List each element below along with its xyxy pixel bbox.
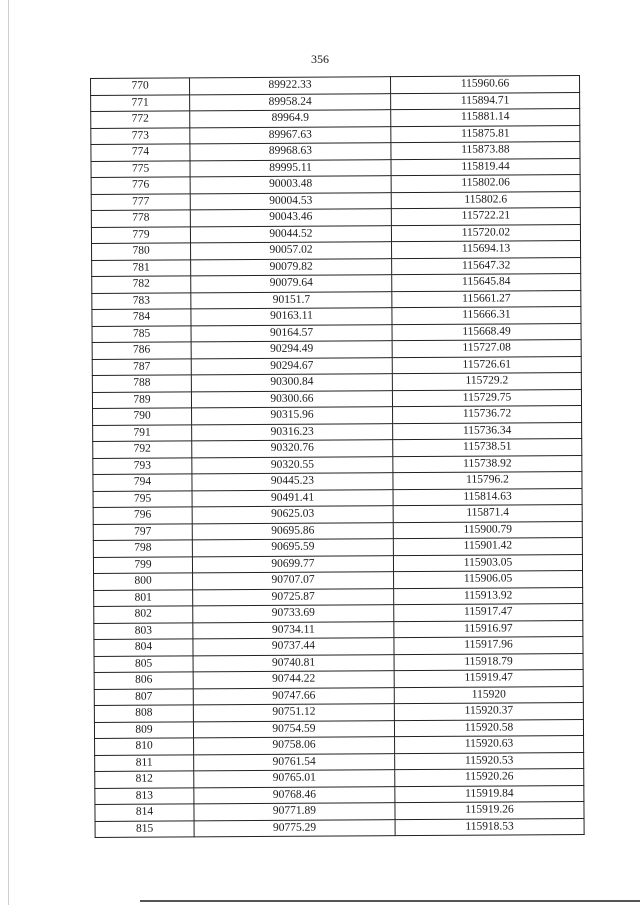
point-number-cell: 777 bbox=[91, 193, 190, 210]
page-number: 356 bbox=[311, 52, 329, 66]
x-coordinate-cell: 90057.02 bbox=[191, 242, 392, 260]
x-coordinate-cell: 90294.49 bbox=[191, 341, 392, 359]
x-coordinate-cell: 90079.64 bbox=[191, 275, 392, 293]
point-number-cell: 771 bbox=[91, 94, 190, 111]
point-number-cell: 811 bbox=[95, 754, 194, 771]
x-coordinate-cell: 90163.11 bbox=[191, 308, 392, 326]
y-coordinate-cell: 115738.92 bbox=[393, 455, 582, 473]
x-coordinate-cell: 90294.67 bbox=[191, 357, 392, 375]
point-number-cell: 807 bbox=[94, 688, 193, 705]
x-coordinate-cell: 90733.69 bbox=[193, 605, 394, 623]
x-coordinate-cell: 89995.11 bbox=[190, 159, 391, 177]
point-number-cell: 779 bbox=[91, 226, 190, 243]
point-number-cell: 798 bbox=[93, 540, 192, 557]
x-coordinate-cell: 90320.55 bbox=[192, 456, 393, 474]
y-coordinate-cell: 115668.49 bbox=[392, 323, 581, 341]
y-coordinate-cell: 115645.84 bbox=[392, 274, 581, 292]
x-coordinate-cell: 89968.63 bbox=[190, 143, 391, 161]
y-coordinate-cell: 115873.88 bbox=[391, 142, 580, 160]
point-number-cell: 812 bbox=[95, 771, 194, 788]
y-coordinate-cell: 115738.51 bbox=[393, 439, 582, 457]
x-coordinate-cell: 90625.03 bbox=[192, 506, 393, 524]
coordinate-table bbox=[90, 75, 585, 838]
x-coordinate-cell: 90695.86 bbox=[192, 522, 393, 540]
x-coordinate-cell: 90320.76 bbox=[192, 440, 393, 458]
y-coordinate-cell: 115814.63 bbox=[393, 488, 582, 506]
point-number-cell: 790 bbox=[93, 408, 192, 425]
x-coordinate-cell: 90043.46 bbox=[190, 209, 391, 227]
y-coordinate-cell: 115694.13 bbox=[392, 241, 581, 259]
x-coordinate-cell: 90699.77 bbox=[192, 555, 393, 573]
y-coordinate-cell: 115919.47 bbox=[394, 669, 583, 687]
y-coordinate-cell: 115920 bbox=[394, 686, 583, 704]
point-number-cell: 780 bbox=[92, 243, 191, 260]
x-coordinate-cell: 90079.82 bbox=[191, 258, 392, 276]
x-coordinate-cell: 90491.41 bbox=[192, 489, 393, 507]
y-coordinate-cell: 115881.14 bbox=[391, 109, 580, 127]
point-number-cell: 804 bbox=[94, 639, 193, 656]
x-coordinate-cell: 89967.63 bbox=[190, 126, 391, 144]
x-coordinate-cell: 90761.54 bbox=[194, 753, 395, 771]
y-coordinate-cell: 115729.2 bbox=[392, 373, 581, 391]
x-coordinate-cell: 90754.59 bbox=[193, 720, 394, 738]
y-coordinate-cell: 115960.66 bbox=[390, 76, 579, 94]
point-number-cell: 815 bbox=[95, 820, 194, 837]
point-number-cell: 787 bbox=[92, 358, 191, 375]
point-number-cell: 784 bbox=[92, 309, 191, 326]
y-coordinate-cell: 115720.02 bbox=[391, 224, 580, 242]
y-coordinate-cell: 115919.26 bbox=[395, 801, 584, 819]
point-number-cell: 775 bbox=[91, 160, 190, 177]
x-coordinate-cell: 90004.53 bbox=[190, 192, 391, 210]
point-number-cell: 776 bbox=[91, 177, 190, 194]
y-coordinate-cell: 115920.26 bbox=[395, 768, 584, 786]
x-coordinate-cell: 89922.33 bbox=[190, 77, 391, 95]
x-coordinate-cell: 90751.12 bbox=[193, 704, 394, 722]
x-coordinate-cell: 90725.87 bbox=[193, 588, 394, 606]
table-body bbox=[91, 76, 585, 838]
y-coordinate-cell: 115726.61 bbox=[392, 356, 581, 374]
x-coordinate-cell: 90734.11 bbox=[193, 621, 394, 639]
point-number-cell: 791 bbox=[93, 424, 192, 441]
point-number-cell: 783 bbox=[92, 292, 191, 309]
point-number-cell: 797 bbox=[93, 523, 192, 540]
y-coordinate-cell: 115647.32 bbox=[392, 257, 581, 275]
y-coordinate-cell: 115796.2 bbox=[393, 472, 582, 490]
point-number-cell: 788 bbox=[92, 375, 191, 392]
x-coordinate-cell: 90151.7 bbox=[191, 291, 392, 309]
y-coordinate-cell: 115722.21 bbox=[391, 208, 580, 226]
x-coordinate-cell: 90744.22 bbox=[193, 671, 394, 689]
point-number-cell: 786 bbox=[92, 342, 191, 359]
point-number-cell: 794 bbox=[93, 474, 192, 491]
y-coordinate-cell: 115729.75 bbox=[392, 389, 581, 407]
point-number-cell: 785 bbox=[92, 325, 191, 342]
y-coordinate-cell: 115727.08 bbox=[392, 340, 581, 358]
point-number-cell: 796 bbox=[93, 507, 192, 524]
point-number-cell: 808 bbox=[94, 705, 193, 722]
y-coordinate-cell: 115918.79 bbox=[394, 653, 583, 671]
y-coordinate-cell: 115802.06 bbox=[391, 175, 580, 193]
point-number-cell: 774 bbox=[91, 144, 190, 161]
point-number-cell: 792 bbox=[93, 441, 192, 458]
y-coordinate-cell: 115819.44 bbox=[391, 158, 580, 176]
x-coordinate-cell: 90707.07 bbox=[193, 572, 394, 590]
point-number-cell: 801 bbox=[94, 589, 193, 606]
y-coordinate-cell: 115920.53 bbox=[395, 752, 584, 770]
y-coordinate-cell: 115919.84 bbox=[395, 785, 584, 803]
y-coordinate-cell: 115661.27 bbox=[392, 290, 581, 308]
point-number-cell: 803 bbox=[94, 622, 193, 639]
y-coordinate-cell: 115900.79 bbox=[393, 521, 582, 539]
point-number-cell: 809 bbox=[94, 721, 193, 738]
x-coordinate-cell: 90044.52 bbox=[190, 225, 391, 243]
y-coordinate-cell: 115901.42 bbox=[393, 538, 582, 556]
x-coordinate-cell: 90003.48 bbox=[190, 176, 391, 194]
point-number-cell: 814 bbox=[95, 804, 194, 821]
point-number-cell: 778 bbox=[91, 210, 190, 227]
y-coordinate-cell: 115736.72 bbox=[393, 406, 582, 424]
y-coordinate-cell: 115920.63 bbox=[395, 735, 584, 753]
scan-bottom-edge bbox=[140, 900, 640, 902]
y-coordinate-cell: 115871.4 bbox=[393, 505, 582, 523]
x-coordinate-cell: 90300.66 bbox=[191, 390, 392, 408]
point-number-cell: 799 bbox=[93, 556, 192, 573]
point-number-cell: 800 bbox=[94, 573, 193, 590]
x-coordinate-cell: 90445.23 bbox=[192, 473, 393, 491]
y-coordinate-cell: 115894.71 bbox=[391, 92, 580, 110]
y-coordinate-cell: 115920.58 bbox=[394, 719, 583, 737]
scan-edge bbox=[8, 0, 9, 905]
x-coordinate-cell: 90315.96 bbox=[192, 407, 393, 425]
y-coordinate-cell: 115920.37 bbox=[394, 702, 583, 720]
table-row bbox=[95, 818, 584, 837]
point-number-cell: 772 bbox=[91, 111, 190, 128]
x-coordinate-cell: 90768.46 bbox=[194, 786, 395, 804]
x-coordinate-cell: 90737.44 bbox=[193, 638, 394, 656]
y-coordinate-cell: 115906.05 bbox=[394, 571, 583, 589]
point-number-cell: 802 bbox=[94, 606, 193, 623]
x-coordinate-cell: 90771.89 bbox=[194, 803, 395, 821]
point-number-cell: 805 bbox=[94, 655, 193, 672]
point-number-cell: 773 bbox=[91, 127, 190, 144]
x-coordinate-cell: 90765.01 bbox=[194, 770, 395, 788]
x-coordinate-cell: 90316.23 bbox=[192, 423, 393, 441]
point-number-cell: 810 bbox=[95, 738, 194, 755]
y-coordinate-cell: 115666.31 bbox=[392, 307, 581, 325]
x-coordinate-cell: 90164.57 bbox=[191, 324, 392, 342]
y-coordinate-cell: 115916.97 bbox=[394, 620, 583, 638]
y-coordinate-cell: 115802.6 bbox=[391, 191, 580, 209]
x-coordinate-cell: 89964.9 bbox=[190, 110, 391, 128]
y-coordinate-cell: 115913.92 bbox=[394, 587, 583, 605]
x-coordinate-cell: 89958.24 bbox=[190, 93, 391, 111]
point-number-cell: 782 bbox=[92, 276, 191, 293]
point-number-cell: 789 bbox=[92, 391, 191, 408]
point-number-cell: 806 bbox=[94, 672, 193, 689]
point-number-cell: 770 bbox=[91, 78, 190, 95]
y-coordinate-cell: 115875.81 bbox=[391, 125, 580, 143]
y-coordinate-cell: 115736.34 bbox=[393, 422, 582, 440]
x-coordinate-cell: 90740.81 bbox=[193, 654, 394, 672]
x-coordinate-cell: 90758.06 bbox=[194, 737, 395, 755]
point-number-cell: 793 bbox=[93, 457, 192, 474]
x-coordinate-cell: 90775.29 bbox=[194, 819, 395, 837]
y-coordinate-cell: 115917.96 bbox=[394, 636, 583, 654]
y-coordinate-cell: 115918.53 bbox=[395, 818, 584, 836]
point-number-cell: 781 bbox=[92, 259, 191, 276]
y-coordinate-cell: 115917.47 bbox=[394, 604, 583, 622]
point-number-cell: 813 bbox=[95, 787, 194, 804]
x-coordinate-cell: 90747.66 bbox=[193, 687, 394, 705]
x-coordinate-cell: 90695.59 bbox=[192, 539, 393, 557]
x-coordinate-cell: 90300.84 bbox=[191, 374, 392, 392]
point-number-cell: 795 bbox=[93, 490, 192, 507]
y-coordinate-cell: 115903.05 bbox=[393, 554, 582, 572]
